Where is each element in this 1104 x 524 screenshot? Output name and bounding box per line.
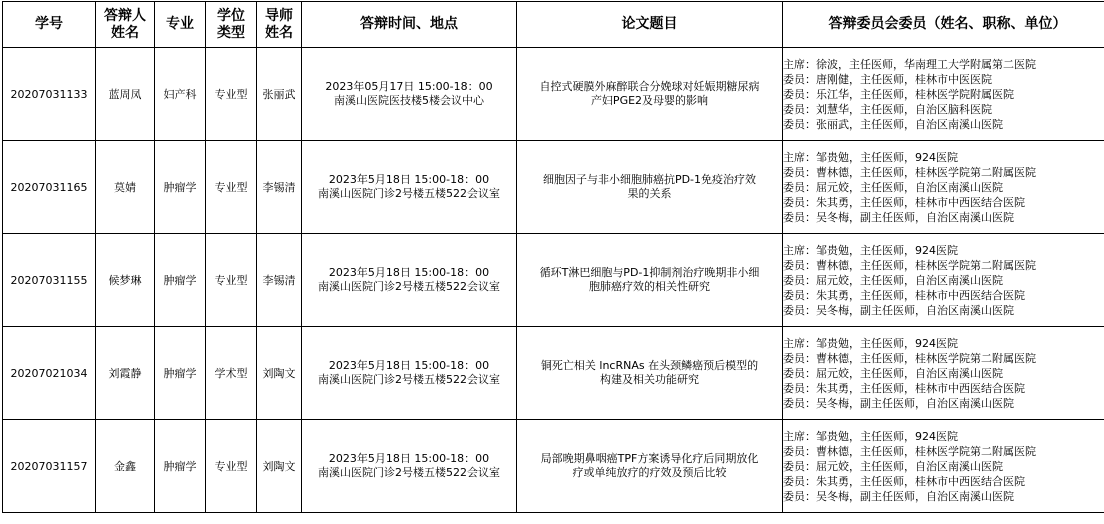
major-cell: 妇产科 bbox=[155, 48, 206, 141]
committee-member: 委员：曹林德，主任医师，桂林医学院第二附属医院 bbox=[783, 258, 1036, 272]
committee-member: 委员：屈元姣，主任医师，自治区南溪山医院 bbox=[783, 366, 1003, 380]
table-row bbox=[3, 141, 1104, 234]
student-name-cell: 莫婧 bbox=[96, 141, 155, 234]
thesis-title-line2: 果的关系 bbox=[627, 187, 672, 200]
committee-member: 委员：唐刚健，主任医师，桂林市中医医院 bbox=[783, 72, 992, 86]
thesis-title-line2: 产妇PGE2及母婴的影响 bbox=[590, 94, 709, 107]
thesis-title-cell bbox=[517, 327, 783, 420]
major-cell: 肿瘤学 bbox=[155, 420, 206, 513]
major-cell: 肿瘤学 bbox=[155, 234, 206, 327]
table-row bbox=[3, 234, 1104, 327]
table-row bbox=[3, 48, 1104, 141]
header-thesis: 论文题目 bbox=[517, 2, 783, 48]
defense-place: 南溪山医院门诊2号楼五楼522会议室 bbox=[318, 280, 500, 293]
header-advisor bbox=[257, 2, 302, 48]
header-time-place: 答辩时间、地点 bbox=[302, 2, 517, 48]
header-row bbox=[3, 2, 1104, 48]
committee-chair: 主席：邹贵勉，主任医师，924医院 bbox=[783, 243, 958, 257]
student-name-cell: 候梦琳 bbox=[96, 234, 155, 327]
committee-member: 委员：屈元姣，主任医师，自治区南溪山医院 bbox=[783, 180, 1003, 194]
time-place-cell bbox=[302, 420, 517, 513]
degree-type-cell: 专业型 bbox=[206, 420, 257, 513]
header-name-line2: 姓名 bbox=[111, 24, 139, 41]
time-place-cell bbox=[302, 234, 517, 327]
defense-place: 南溪山医院门诊2号楼五楼522会议室 bbox=[318, 373, 500, 386]
header-degree-line2: 类型 bbox=[217, 24, 245, 41]
student-name-cell: 金鑫 bbox=[96, 420, 155, 513]
header-major: 专业 bbox=[155, 2, 206, 48]
time-place-cell bbox=[302, 48, 517, 141]
student-name-cell: 蓝周凤 bbox=[96, 48, 155, 141]
committee-cell bbox=[783, 48, 1104, 141]
defense-time: 2023年5月18日 15:00-18：00 bbox=[328, 266, 490, 279]
major-cell: 肿瘤学 bbox=[155, 327, 206, 420]
committee-member: 委员：张丽武，主任医师，自治区南溪山医院 bbox=[783, 117, 1003, 131]
time-place-cell bbox=[302, 141, 517, 234]
committee-member: 委员：曹林德，主任医师，桂林医学院第二附属医院 bbox=[783, 351, 1036, 365]
time-place-cell bbox=[302, 327, 517, 420]
header-committee: 答辩委员会委员（姓名、职称、单位） bbox=[783, 2, 1104, 48]
defense-time: 2023年5月18日 15:00-18：00 bbox=[328, 359, 490, 372]
committee-member: 委员：朱其勇，主任医师，桂林市中西医结合医院 bbox=[783, 288, 1025, 302]
committee-cell bbox=[783, 234, 1104, 327]
thesis-title-cell bbox=[517, 48, 783, 141]
committee-member: 委员：吴冬梅，副主任医师，自治区南溪山医院 bbox=[783, 489, 1014, 503]
advisor-cell: 刘陶文 bbox=[257, 327, 302, 420]
committee-member: 委员：朱其勇，主任医师，桂林市中西医结合医院 bbox=[783, 381, 1025, 395]
thesis-title-cell bbox=[517, 234, 783, 327]
student-id-cell: 20207031133 bbox=[3, 48, 96, 141]
advisor-cell: 张丽武 bbox=[257, 48, 302, 141]
committee-cell bbox=[783, 420, 1104, 513]
thesis-title-line2: 疗或单纯放疗的疗效及预后比较 bbox=[572, 466, 727, 479]
advisor-cell: 李锡清 bbox=[257, 234, 302, 327]
advisor-cell: 李锡清 bbox=[257, 141, 302, 234]
student-id-cell: 20207031157 bbox=[3, 420, 96, 513]
table-row bbox=[3, 420, 1104, 513]
table-row bbox=[3, 327, 1104, 420]
thesis-title-line1: 局部晚期鼻咽癌TPF方案诱导化疗后同期放化 bbox=[540, 452, 759, 465]
committee-chair: 主席：邹贵勉，主任医师，924医院 bbox=[783, 150, 958, 164]
committee-member: 委员：吴冬梅，副主任医师，自治区南溪山医院 bbox=[783, 303, 1014, 317]
thesis-title-line1: 铜死亡相关 lncRNAs 在头颈鳞癌预后模型的 bbox=[540, 359, 759, 372]
degree-type-cell: 专业型 bbox=[206, 234, 257, 327]
thesis-title-line2: 构建及相关功能研究 bbox=[600, 373, 699, 386]
thesis-title-line2: 胞肺癌疗效的相关性研究 bbox=[589, 280, 710, 293]
committee-member: 委员：吴冬梅，副主任医师，自治区南溪山医院 bbox=[783, 210, 1014, 224]
student-id-cell: 20207031155 bbox=[3, 234, 96, 327]
committee-member: 委员：刘慧华，主任医师，自治区脑科医院 bbox=[783, 102, 992, 116]
committee-member: 委员：吴冬梅，副主任医师，自治区南溪山医院 bbox=[783, 396, 1014, 410]
committee-member: 委员：屈元姣，主任医师，自治区南溪山医院 bbox=[783, 459, 1003, 473]
defense-place: 南溪山医院门诊2号楼五楼522会议室 bbox=[318, 466, 500, 479]
student-name-cell: 刘霞静 bbox=[96, 327, 155, 420]
thesis-title-cell bbox=[517, 141, 783, 234]
defense-time: 2023年5月18日 15:00-18：00 bbox=[328, 173, 490, 186]
header-name-line1: 答辩人 bbox=[104, 7, 146, 24]
degree-type-cell: 学术型 bbox=[206, 327, 257, 420]
student-id-cell: 20207031165 bbox=[3, 141, 96, 234]
committee-member: 委员：朱其勇，主任医师，桂林市中西医结合医院 bbox=[783, 195, 1025, 209]
degree-type-cell: 专业型 bbox=[206, 141, 257, 234]
header-degree bbox=[206, 2, 257, 48]
major-cell: 肿瘤学 bbox=[155, 141, 206, 234]
thesis-title-line1: 细胞因子与非小细胞肺癌抗PD-1免疫治疗效 bbox=[542, 173, 757, 186]
committee-member: 委员：朱其勇，主任医师，桂林市中西医结合医院 bbox=[783, 474, 1025, 488]
committee-member: 委员：曹林德，主任医师，桂林医学院第二附属医院 bbox=[783, 444, 1036, 458]
thesis-title-cell bbox=[517, 420, 783, 513]
header-name bbox=[96, 2, 155, 48]
thesis-title-line1: 循环T淋巴细胞与PD-1抑制剂治疗晚期非小细 bbox=[539, 266, 760, 279]
thesis-title-line1: 自控式硬膜外麻醉联合分娩球对妊娠期糖尿病 bbox=[539, 80, 760, 93]
defense-time: 2023年05月17日 15:00-18：00 bbox=[325, 80, 493, 93]
committee-member: 委员：曹林德，主任医师，桂林医学院第二附属医院 bbox=[783, 165, 1036, 179]
defense-place: 南溪山医院门诊2号楼五楼522会议室 bbox=[318, 187, 500, 200]
advisor-cell: 刘陶文 bbox=[257, 420, 302, 513]
student-id-cell: 20207021034 bbox=[3, 327, 96, 420]
committee-chair: 主席：徐波，主任医师，华南理工大学附属第二医院 bbox=[783, 57, 1036, 71]
committee-chair: 主席：邹贵勉，主任医师，924医院 bbox=[783, 429, 958, 443]
committee-chair: 主席：邹贵勉，主任医师，924医院 bbox=[783, 336, 958, 350]
header-advisor-line1: 导师 bbox=[265, 7, 293, 24]
committee-cell bbox=[783, 141, 1104, 234]
defense-schedule-table bbox=[2, 1, 1104, 513]
header-id: 学号 bbox=[3, 2, 96, 48]
committee-cell bbox=[783, 327, 1104, 420]
defense-place: 南溪山医院医技楼5楼会议中心 bbox=[334, 94, 484, 107]
committee-member: 委员：屈元姣，主任医师，自治区南溪山医院 bbox=[783, 273, 1003, 287]
defense-time: 2023年5月18日 15:00-18：00 bbox=[328, 452, 490, 465]
degree-type-cell: 专业型 bbox=[206, 48, 257, 141]
committee-member: 委员：乐江华，主任医师，桂林医学院附属医院 bbox=[783, 87, 1014, 101]
header-degree-line1: 学位 bbox=[217, 7, 245, 24]
header-advisor-line2: 姓名 bbox=[265, 24, 293, 41]
